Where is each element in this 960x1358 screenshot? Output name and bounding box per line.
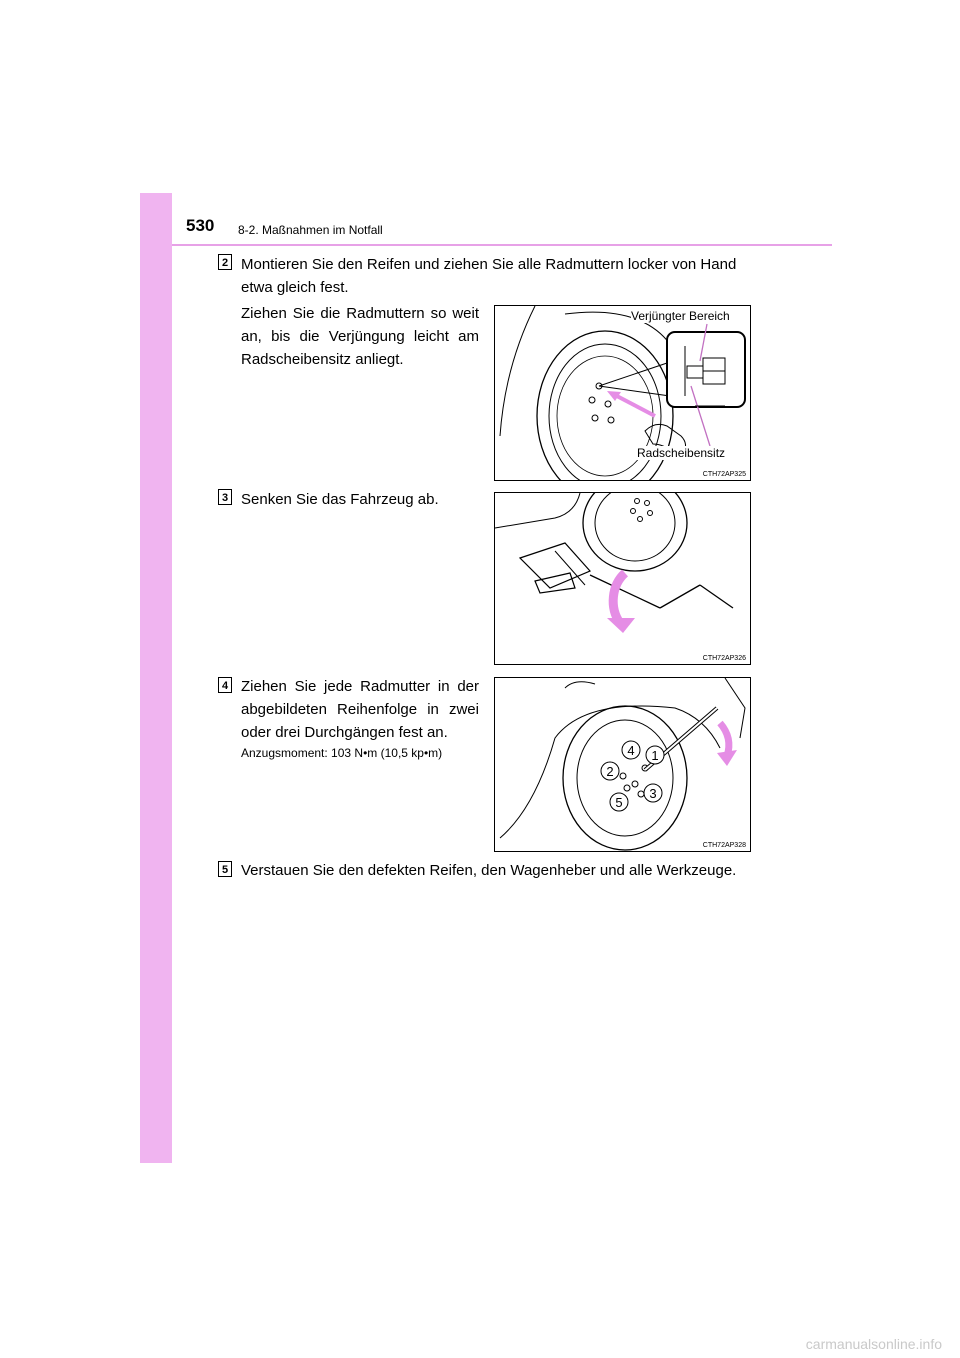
step-badge-2: 2 bbox=[218, 254, 232, 270]
figure-tightening-sequence bbox=[494, 677, 751, 852]
step-2-detail: Ziehen Sie die Radmuttern so weit an, bis die Verjüngung leicht am Radscheibensitz anliegt. bbox=[241, 305, 479, 368]
step-3-text: Senken Sie das Fahrzeug ab. bbox=[241, 491, 439, 508]
chapter-sidebar-tab bbox=[140, 193, 172, 1163]
label-radscheibensitz: Radscheibensitz bbox=[637, 446, 726, 460]
figure-code: CTH72AP325 bbox=[702, 471, 746, 478]
watermark: carmanualsonline.info bbox=[805, 1336, 942, 1352]
header-rule bbox=[172, 244, 832, 246]
step-badge-3: 3 bbox=[218, 489, 232, 505]
section-title: 8-2. Maßnahmen im Notfall bbox=[238, 223, 383, 237]
step-2-text: Montieren Sie den Reifen und ziehen Sie alle Radmuttern locker von Hand etwa gleich fest. bbox=[241, 256, 737, 296]
figure-lower-vehicle bbox=[494, 492, 751, 665]
step-badge-4: 4 bbox=[218, 677, 232, 693]
sequence-label-3: 3 bbox=[649, 786, 657, 801]
sequence-label-4: 4 bbox=[627, 743, 635, 758]
figure-code: CTH72AP328 bbox=[702, 842, 746, 849]
figure-code: CTH72AP326 bbox=[702, 655, 746, 662]
sequence-label-2: 2 bbox=[606, 764, 614, 779]
figure-lug-nut-mounting bbox=[494, 305, 751, 481]
step-5-text: Verstauen Sie den defekten Reifen, den Wagenheber und alle Werkzeuge. bbox=[241, 862, 737, 879]
sequence-label-1: 1 bbox=[651, 748, 659, 763]
label-verjuengter-bereich: Verjüngter Bereich bbox=[631, 309, 730, 323]
sequence-label-5: 5 bbox=[615, 795, 623, 810]
step-badge-5: 5 bbox=[218, 861, 232, 877]
page-number: 530 bbox=[186, 216, 215, 235]
step-4-text: Ziehen Sie jede Radmutter in der abgebildeten Reihenfolge in zwei oder drei Durchgängen fest an. bbox=[241, 678, 479, 741]
step-4-note: Anzugsmoment: 103 N•m (10,5 kp•m) bbox=[241, 746, 443, 760]
